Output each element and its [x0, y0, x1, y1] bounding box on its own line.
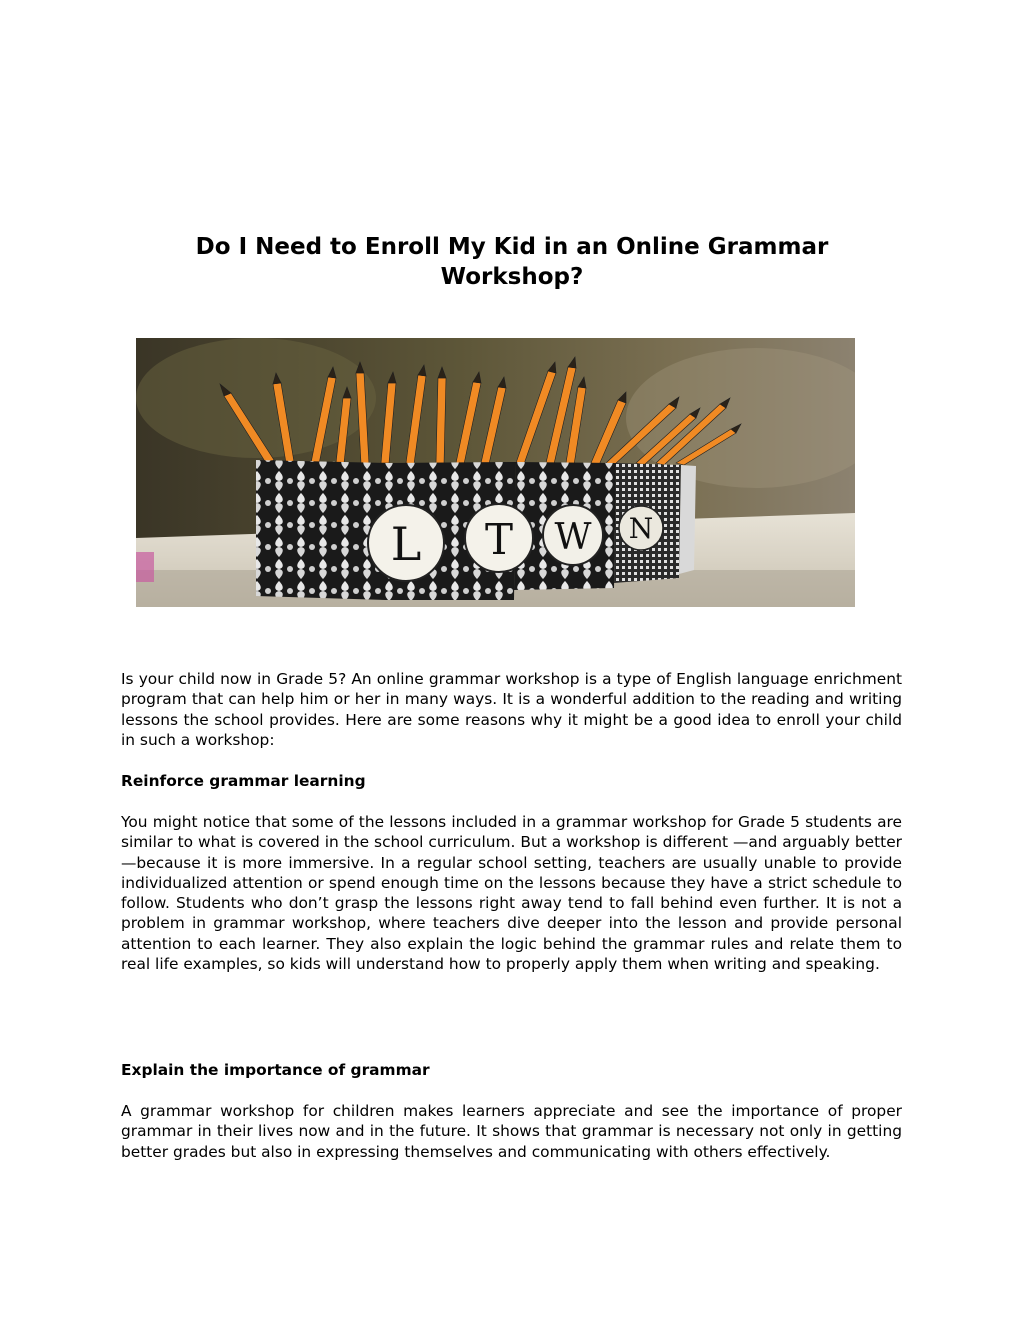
document-title: Do I Need to Enroll My Kid in an Online Grammar Workshop? [195, 234, 829, 290]
section-paragraph: A grammar workshop for children makes learners appreciate and see the importance of proper grammar in their lives now and in the future. It shows that grammar is necessary not only in getting better grades but also in expressing themselves and communicating with others effectively. [121, 1102, 902, 1161]
cup-letter: W [554, 517, 592, 558]
section-heading: Reinforce grammar learning [121, 772, 366, 790]
cup-letter: L [390, 517, 422, 571]
cup-letter: N [628, 512, 654, 545]
pencil-cups-photo [136, 338, 855, 607]
section-heading: Explain the importance of grammar [121, 1061, 430, 1079]
intro-paragraph: Is your child now in Grade 5? An online grammar workshop is a type of English language enrichment program that can help him or her in many ways. It is a wonderful addition to the reading and writing lessons the school provides. Here are some reasons why it might be a good idea to enroll your child in such a workshop: [121, 670, 902, 749]
section-paragraph: You might notice that some of the lessons included in a grammar workshop for Grade 5 students are similar to what is covered in the school curriculum. But a workshop is different —and arguably better—because it is more immersive. In a regular school setting, teachers are usually unable to provide individualized attention or spend enough time on the lessons because they have a strict schedule to follow. Students who don’t grasp the lessons right away tend to fall behind even further. It is not a problem in grammar workshop, where teachers dive deeper into the lesson and provide personal attention to each learner. They also explain the logic behind the grammar rules and relate them to real life examples, so kids will understand how to properly apply them when writing and speaking. [121, 813, 902, 974]
cup-letter: T [484, 515, 514, 564]
